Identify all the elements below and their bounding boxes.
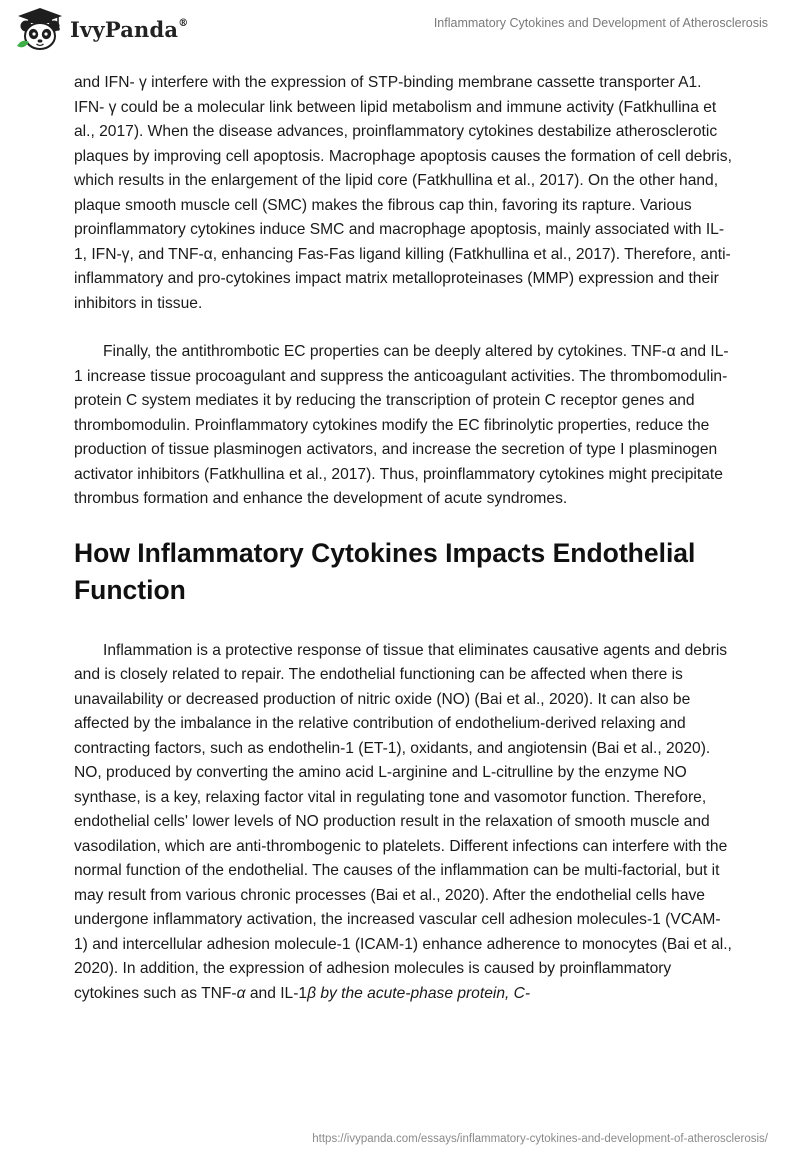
logo-wordmark [70,17,188,42]
essay-content [74,71,734,1006]
logo-name: IvyPanda [70,16,179,42]
paragraph-2: Finally, the antithrombotic EC properties can be deeply altered by cytokines. TNF-α and IL-1 increase tissue procoagulant and suppress the anticoagulant activities. The thrombomodulin-protein C system mediates it by reducing the transcription of protein C receptor genes and thrombomodulin. Proinflammatory cytokines modify the EC fibrinolytic properties, reduce the production of tissue plasminogen activators, and increase the secretion of type I plasminogen activator inhibitors (Fatkhullina et al., 2017). Thus, proinflammatory cytokines might precipitate thrombus formation and enhance the development of acute syndromes. [74,343,729,507]
panda-graduate-icon [14,6,66,52]
paragraph-3 [74,639,734,1007]
logo[interactable] [14,6,188,52]
paragraph-3-text: Inflammation is a protective response of tissue that eliminates causative agents and debris and is closely related to repair. The endothelial functioning can be affected when there is unavailability or decreased production of nitric oxide (NO) (Bai et al., 2020). It can also be affected by the imbalance in the relative contribution of endothelium-derived relaxing and contracting factors, such as endothelin-1 (ET-1), oxidants, and angiotensin (Bai et al., 2020). NO, produced by converting the amino acid L-arginine and L-citrulline by the enzyme NO synthase, is a key, relaxing factor vital in regulating tone and vasomotor function. Therefore, endothelial cells' lower levels of NO production result in the relaxation of smooth muscle and vasodilation, which are anti-thrombogenic to platelets. Different infections can interfere with the normal function of the endothelial. The causes of the inflammation can be multi-factorial, but it may result from various chronic processes (Bai et al., 2020). After the endothelial cells have undergone inflammatory activation, the increased vascular cell adhesion molecules-1 (VCAM-1) and intercellular adhesion molecule-1 (ICAM-1) enhance adherence to monocytes (Bai et al., 2020). In addition, the expression of adhesion molecules is caused by proinflammatory cytokines such as TNF- [74,641,732,1002]
page-header [0,0,800,70]
source-url[interactable]: https://ivypanda.com/essays/inflammatory-cytokines-and-development-of-atherosclerosis/ [312,1133,768,1145]
paragraph-3-italic-tail: β by the acute-phase protein, C- [307,984,531,1002]
running-title: Inflammatory Cytokines and Development of Atherosclerosis [433,16,768,30]
section-heading: How Inflammatory Cytokines Impacts Endothelial Function [74,537,696,605]
registered-mark: ® [178,17,189,29]
alpha-symbol: α [236,984,246,1002]
paragraph-3-and: and IL-1 [245,984,308,1002]
paragraph-1: and IFN- γ interfere with the expression of STP-binding membrane cassette transporter A1. IFN- γ could be a molecular link between lipid metabolism and immune activity (Fatkhullina et al., 2017). When the disease advances, proinflammatory cytokines destabilize atherosclerotic plaques by improving cell apoptosis. Macrophage apoptosis causes the formation of cell debris, which results in the enlargement of the lipid core (Fatkhullina et al., 2017). On the other hand, plaque smooth muscle cell (SMC) makes the fibrous cap thin, favoring its rapture. Various proinflammatory cytokines induce SMC and macrophage apoptosis, mainly associated with IL-1, IFN-γ, and TNF-α, enhancing Fas-Fas ligand killing (Fatkhullina et al., 2017). Therefore, anti-inflammatory and pro-cytokines impact matrix metalloproteinases (MMP) expression and their inhibitors in tissue. [74,74,732,312]
